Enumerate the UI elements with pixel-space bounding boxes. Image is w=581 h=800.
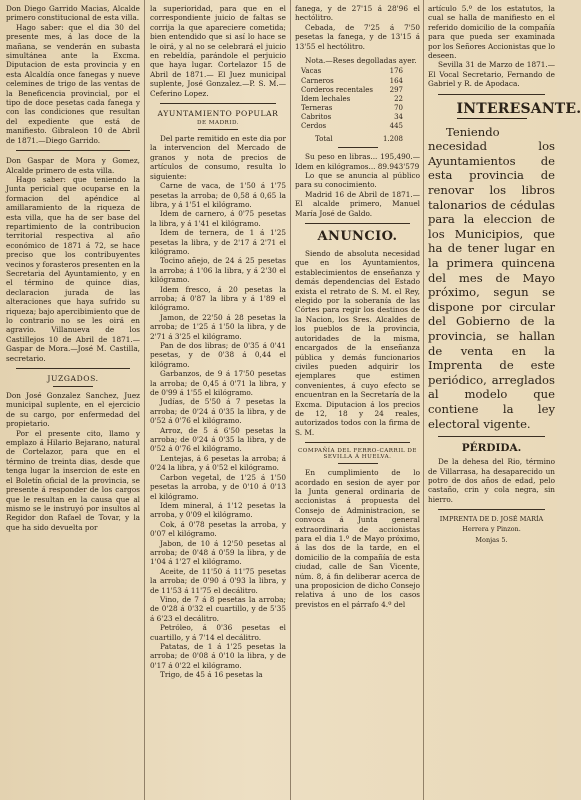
divider — [305, 442, 410, 443]
notice-body: Siendo de absoluta necesidad que en los Ayuntamientos, establecimientos de enseñanza y demás dependencias del Estado exista el retrato de S. M. el Rey, elegido por la soberanía de las Córtes para regir los destinos de la Nacion, los Sres. Alcaldes de los pueblos de la provincia, autoridades de la misma, encargados de la enseñanza pública y demás funcionarios civiles pueden adquirir los ejemplares que estimen convenientes, á cuyo efecto se encuentran en la Secretaría de la Excma. Diputacion á los precios de 12, 18 y 24 reales, autorizados todos con la firma de S. M. — [295, 249, 420, 437]
divider — [198, 129, 238, 130]
price-item: Arroz, de 5 á 6'50 pesetas la arroba; de 0'24 á 0'35 la libra, y de 0'52 á 0'76 el kilógramo. — [150, 425, 286, 454]
total-value: 1.208 — [382, 135, 403, 144]
divider — [438, 509, 545, 510]
notice-body: Lo que se anuncia al público para su conocimiento. — [295, 171, 420, 190]
row-value: 297 — [389, 85, 403, 94]
price-item: Tocino añejo, de 24 á 25 pesetas la arroba; á 1'06 la libra, y á 2'30 el kilógramo. — [150, 256, 286, 285]
column-2 — [150, 4, 286, 800]
price-item: Cebada, de 7'25 á 7'50 pesetas la fanega, y de 13'15 á 13'55 el hectólitro. — [295, 22, 420, 51]
price-item: Carne de vaca, de 1'50 á 1'75 pesetas la arroba; de 0,58 á 0,65 la libra, y á 1'51 el kilógramo. — [150, 181, 286, 209]
section-heading-ayuntamiento: AYUNTAMIENTO POPULAR — [157, 109, 279, 119]
slaughter-table — [301, 67, 403, 144]
row-label: Carneros — [301, 76, 334, 85]
divider — [438, 94, 545, 95]
interesante-heading: INTERESANTE. — [456, 100, 581, 117]
table-row — [301, 113, 403, 122]
table-row — [301, 86, 403, 95]
row-value: 445 — [389, 122, 403, 130]
price-item: Vino, de 7 á 8 pesetas la arroba; de 0'28 á 0'32 el cuartillo, y de 5'35 á 6'23 el decálitro. — [150, 594, 286, 623]
notice-body: Su peso en libras... 195,490.—Idem en kilógramos... 89.943'579 — [295, 152, 420, 171]
divider — [160, 103, 276, 104]
column-1 — [6, 4, 140, 800]
notice-body: Por el presente cito, llamo y emplazo á Hilario Bejarano, natural de Cortelazor, para que en el término de treinta dias, desde que tenga lugar la insercion de este en el Boletín oficial de la provincia, se presente á responder de los cargos que le resultan en la causa que al mismo se le instruyó por insultos al Regidor don Rafael de Tovar, y la que ha sido devuelta por — [6, 428, 140, 532]
row-label: Corderos recentales — [301, 85, 373, 94]
price-item: Petróleo, á 0'36 pesetas el cuartillo, y á 7'14 el decálitro. — [150, 623, 286, 642]
table-row — [301, 104, 403, 113]
notice-body: artículo 5.º de los estatutos, la cual se halla de manifiesto en el referido domicilio de la compañía para que pueda ser examinada por los Señores Accionistas que lo deseen. — [428, 4, 555, 61]
row-value: 34 — [394, 112, 403, 121]
note-heading: Nota.—Reses degolladas ayer. — [305, 56, 417, 66]
row-value: 22 — [394, 94, 403, 103]
notice-heading: Don Diego Garrido Macias, Alcalde primero constitucional de esta villa. — [6, 4, 140, 23]
price-item: Patatas, de 1 á 1'25 pesetas la arroba; de 0'08 á 0'10 la libra, y de 0'17 á 0'22 el kilógramo. — [150, 642, 286, 670]
row-label: Idem lechales — [301, 94, 351, 103]
total-label: Total — [315, 135, 333, 144]
table-row — [301, 95, 403, 104]
row-value: 164 — [389, 76, 403, 85]
divider — [338, 463, 378, 464]
notice-body: Del parte remitido en este dia por la intervencion del Mercado de granos y nota de precios de artículos de consumo, resulta lo siguiente: — [150, 134, 286, 181]
notice-body: Hago saber: que el dia 30 del presente mes, á las doce de la mañana, se venderán en subasta simultánea ante la Excma. Diputacion de esta provincia y en esta Alcaldía once fanegas y nueve celemines de trigo de las ventas de la Beneficencia provincial, por el tipo de doce pesetas cada fanega y con las condiciones que resultan del expediente que está de manifiesto. Gibraleon 10 de Abril de 1871.—Diego Garrido. — [6, 22, 140, 145]
large-notice-body: Teniendo necesidad los Ayuntamientos de esta provincia de renovar los libros talonarios de cédulas para la eleccion de los Municipios, que ha de tener lugar en la primera quincena del mes de Mayo próximo, segun se dispone por circular del Gobierno de la provincia, se hallan de venta en la Imprenta de este periódico, arreglados al modelo que contiene la ley electoral vigente. — [428, 124, 555, 431]
section-subheading: DE MADRID. — [196, 120, 240, 127]
price-item: Idem fresco, á 20 pesetas la arroba; á 0'87 la libra y á 1'89 el kilógramo. — [150, 284, 286, 313]
table-row — [301, 67, 403, 76]
notice-body: la superioridad, para que en el correspondiente juicio de faltas se corrija la que apareciere cometida; bien entendido que si así lo hace se le oirá, y al no se celebrará el juicio en rebeldía, parándole el perjuicio que haya lugar. Cortelazor 15 de Abril de 1871.— El Juez municipal suplente, José Gonzalez.—P. S. M.— Ceferino Lopez. — [150, 4, 286, 98]
price-item: Garbanzos, de 9 á 17'50 pesetas la arroba; de 0,45 á 0'71 la libra, y de 0'99 á 1'55 el kilógramo. — [150, 369, 286, 398]
notice-heading: Don Gaspar de Mora y Gomez, Alcalde primero de esta villa. — [6, 156, 140, 175]
price-item: Jabon, de 10 á 12'50 pesetas al arroba; de 0'48 á 0'59 la libra, y de 1'04 á 1'27 el kilógramo. — [150, 538, 286, 567]
notice-body: Madrid 16 de Abril de 1871.—El alcalde primero, Manuel María José de Galdo. — [295, 189, 420, 218]
column-divider — [144, 0, 145, 800]
price-item: Judías, de 5'50 á 7 pesetas la arroba; de 0'24 á 0'35 la libra, y de 0'52 á 0'76 el kilógramo. — [150, 397, 286, 426]
row-label: Vacas — [301, 67, 322, 76]
price-item: Trigo, de 45 á 16 pesetas la — [160, 670, 263, 680]
row-value: 70 — [394, 103, 403, 112]
company-heading: COMPAÑÍA DEL FERRO-CARRIL DE SEVILLA Á HUELVA. — [298, 448, 417, 461]
column-divider — [423, 0, 424, 800]
table-row — [301, 77, 403, 86]
divider — [16, 150, 130, 151]
price-item: fanega, y de 27'15 á 28'96 el hectólitro. — [295, 4, 420, 23]
notice-body: De la dehesa del Rio, término de Villarrasa, ha desaparecido un potro de dos años de edad, pelo castaño, crin y cola negra, sin hierro. — [428, 457, 555, 504]
divider — [438, 436, 545, 437]
column-3 — [295, 4, 420, 800]
notice-body: En cumplimiento de lo acordado en sesion de ayer por la Junta general ordinaria de accionistas á propuesta del Consejo de Administracion, se convoca á Junta general extraordinaria de accionistas para el dia 1.º de Mayo próximo, á las dos de la tarde, en el domicilio de la compañía de esta ciudad, calle de San Vicente, núm. 8, á fin deliberar acerca de una proposicion de dicho Consejo relativa á uno de los casos previstos en el párrafo 4.º del — [295, 468, 420, 609]
price-item: Pan de dos libras; de 0'35 á 0'41 pesetas, y de 0'38 á 0,44 el kilógramo. — [150, 341, 286, 369]
price-item: Idem mineral, á 1'12 pesetas la arroba, y 0'09 el kilógramo. — [150, 500, 286, 520]
anuncio-heading: ANUNCIO. — [317, 229, 398, 245]
notice-heading: Don José Gonzalez Sanchez, Juez municipal suplente, en el ejercicio de su cargo, por enfermedad del propietario. — [6, 391, 140, 429]
column-divider — [290, 0, 291, 800]
imprint: IMPRENTA DE D. JOSÉ MARÍA Herrera y Pinzon. — [439, 515, 544, 533]
notice-body: Hago saber: que teniendo la Junta pericial que ocuparse en la formacion del apéndice al amillaramiento de la riqueza de esta villa, que ha de ser base del repartimiento de la contribucion territorial respectiva al año económico de 1871 á 72, se hace preciso que los contribuyentes vecinos y forasteros presenten en la Secretaria del Ayuntamiento, y en el término de quince dias, declaracion jurada de las alteraciones que haya sufrido su riqueza; bajo apercibimiento que de lo contrario no se les oirá en agravio. Villanueva de los Castillejos 10 de Abril de 1871.—Gaspar de Mora.—José M. Castilla, secretario. — [6, 174, 140, 363]
price-item: Cok, á 0'78 pesetas la arroba, y 0'07 el kilógramo. — [150, 519, 286, 539]
notice-signature: Sevilla 31 de Marzo de 1871.—El Vocal Secretario, Fernando de Gabriel y R. de Apodaca. — [428, 60, 555, 89]
divider — [16, 368, 130, 369]
imprint-address: Monjas 5. — [475, 535, 508, 544]
row-label: Terneras — [301, 103, 333, 112]
perdida-heading: PÉRDIDA. — [461, 442, 522, 455]
table-total-row — [301, 131, 403, 144]
price-item: Aceite, de 11'50 á 11'75 pesetas la arroba; de 0'90 á 0'93 la libra, y de 11'53 á 11'75 el decálitro. — [150, 566, 286, 595]
price-item: Jamon, de 22'50 á 28 pesetas la arroba; de 1'25 á 1'50 la libra, y de 2'71 á 3'25 el kilógramo. — [150, 312, 286, 341]
divider — [53, 386, 93, 387]
price-item: Idem de carnero, á 0'75 pesetas la libra, y á 1'41 el kilógramo. — [150, 209, 286, 228]
divider — [338, 147, 378, 148]
section-heading-juzgados: JUZGADOS. — [47, 374, 99, 384]
column-4 — [428, 4, 581, 800]
price-item: Carbon vegetal, de 1'25 á 1'50 pesetas la arroba, y de 0'10 á 0'13 el kilógramo. — [150, 472, 286, 501]
row-label: Cabritos — [301, 112, 332, 121]
divider — [305, 223, 410, 224]
row-label: Cerdos — [301, 122, 327, 130]
table-row — [301, 122, 403, 131]
price-item: Lentejas, á 6 pesetas la arroba; á 0'24 la libra, y á 0'52 el kilógramo. — [150, 453, 286, 473]
price-item: Idem de ternera, de 1 á 1'25 pesetas la libra, y de 2'17 á 2'71 el kilógramo. — [150, 228, 286, 256]
row-value: 176 — [389, 67, 403, 76]
